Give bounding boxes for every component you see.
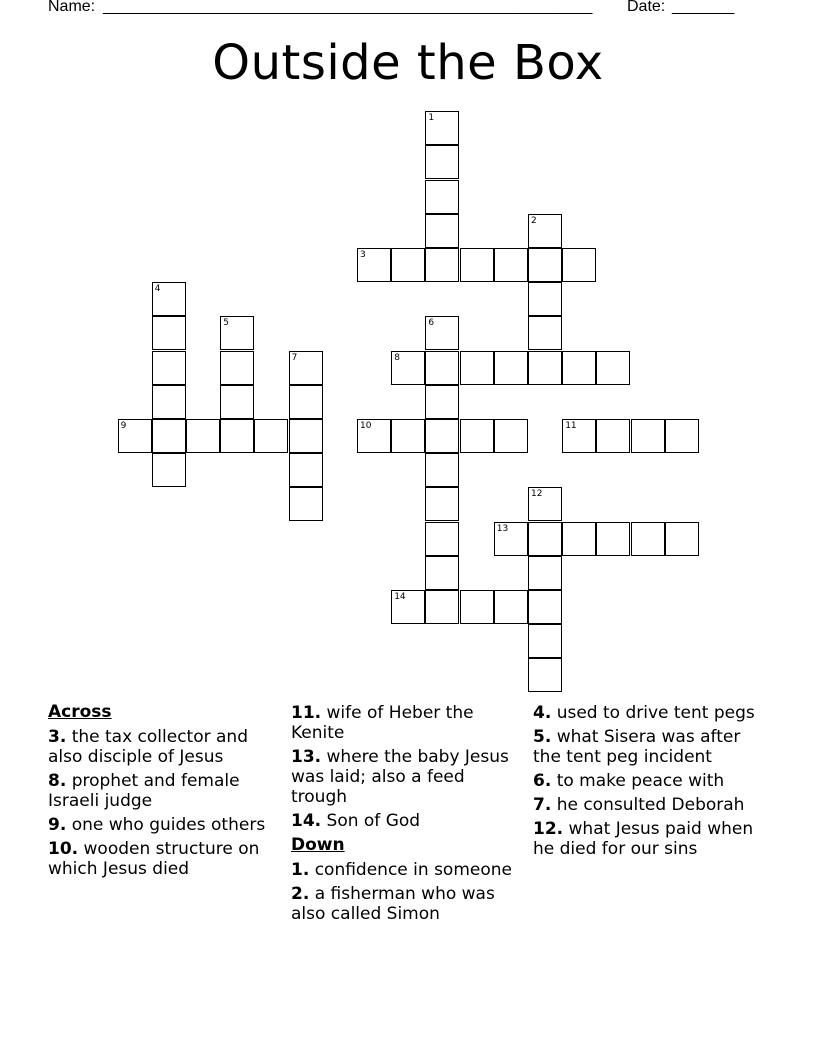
date-label: Date: <box>627 0 666 15</box>
grid-cell[interactable] <box>494 522 528 556</box>
grid-cell[interactable] <box>425 145 459 179</box>
name-label: Name: <box>48 0 96 15</box>
clue-text: Son of God <box>326 811 421 831</box>
clue-across-10 <box>48 839 283 879</box>
grid-cell[interactable] <box>289 385 323 419</box>
clue-number: 2. <box>291 884 310 904</box>
grid-cell[interactable] <box>528 556 562 590</box>
name-line[interactable]: _______________________________________________________ <box>103 0 593 15</box>
clue-number: 6. <box>533 771 552 791</box>
grid-cell[interactable] <box>460 351 494 385</box>
clue-text: one who guides others <box>71 815 266 835</box>
grid-cell[interactable] <box>425 522 459 556</box>
grid-cell[interactable] <box>528 624 562 658</box>
grid-cell[interactable] <box>425 385 459 419</box>
clue-text: to make peace with <box>556 771 725 791</box>
grid-cell[interactable] <box>665 419 699 453</box>
clue-number: 8. <box>48 771 67 791</box>
grid-cell[interactable] <box>425 180 459 214</box>
grid-cell[interactable] <box>220 385 254 419</box>
clue-number: 9. <box>48 815 67 835</box>
grid-cell[interactable] <box>562 522 596 556</box>
grid-cell[interactable] <box>289 351 323 385</box>
clue-column-3 <box>533 703 768 863</box>
grid-cell[interactable] <box>631 419 665 453</box>
clue-number: 7. <box>533 795 552 815</box>
grid-cell[interactable] <box>528 590 562 624</box>
grid-cell[interactable] <box>152 316 186 350</box>
grid-cell[interactable] <box>528 214 562 248</box>
grid-cell[interactable] <box>425 487 459 521</box>
cell-number: 8 <box>394 352 400 363</box>
grid-cell[interactable] <box>425 556 459 590</box>
grid-cell[interactable] <box>289 487 323 521</box>
header <box>48 0 748 18</box>
grid-cell[interactable] <box>391 590 425 624</box>
clue-text: he consulted Deborah <box>556 795 745 815</box>
clue-text: confidence in someone <box>314 860 512 880</box>
grid-cell[interactable] <box>494 351 528 385</box>
grid-cell[interactable] <box>460 248 494 282</box>
grid-cell[interactable] <box>460 590 494 624</box>
clue-down-12 <box>533 819 768 859</box>
grid-cell[interactable] <box>528 658 562 692</box>
cell-number: 9 <box>120 420 127 431</box>
clue-down-4 <box>533 703 768 723</box>
grid-cell[interactable] <box>425 453 459 487</box>
clue-down-2 <box>291 884 526 924</box>
date-line[interactable]: _______ <box>672 0 735 15</box>
grid-cell[interactable] <box>528 487 562 521</box>
puzzle-title: Outside the Box <box>212 35 604 91</box>
cell-number: 4 <box>154 284 161 295</box>
clue-number: 1. <box>291 860 310 880</box>
clue-text: what Jesus paid when he died for our sins <box>533 819 754 859</box>
clue-text: wife of Heber the Kenite <box>291 703 474 743</box>
grid-cell[interactable] <box>528 351 562 385</box>
grid-cell[interactable] <box>425 419 459 453</box>
grid-cell[interactable] <box>596 522 630 556</box>
clue-number: 12. <box>533 819 564 839</box>
clue-number: 5. <box>533 727 552 747</box>
clue-down-7 <box>533 795 768 815</box>
clue-number: 4. <box>533 703 552 723</box>
across-heading: Across <box>48 702 112 722</box>
clue-number: 10. <box>48 839 79 859</box>
grid-cell[interactable] <box>220 316 254 350</box>
clue-column-2 <box>291 703 526 928</box>
clue-text: what Sisera was after the tent peg incident <box>533 727 741 767</box>
grid-cell[interactable] <box>494 248 528 282</box>
grid-cell[interactable] <box>391 351 425 385</box>
cell-number: 13 <box>496 523 509 534</box>
grid-cell[interactable] <box>562 248 596 282</box>
clue-text: the tax collector and also disciple of Jesus <box>48 727 248 767</box>
down-heading: Down <box>291 835 345 855</box>
grid-cell[interactable] <box>391 419 425 453</box>
clue-number: 14. <box>291 811 322 831</box>
grid-cell[interactable] <box>528 522 562 556</box>
cell-number: 11 <box>565 420 577 431</box>
grid-cell[interactable] <box>425 111 459 145</box>
grid-cell[interactable] <box>460 419 494 453</box>
grid-cell[interactable] <box>425 214 459 248</box>
grid-cell[interactable] <box>425 351 459 385</box>
grid-cell[interactable] <box>562 419 596 453</box>
grid-cell[interactable] <box>152 351 186 385</box>
clue-across-13 <box>291 747 526 807</box>
cell-number: 2 <box>531 215 537 226</box>
clue-across-11 <box>291 703 526 743</box>
clue-column-1 <box>48 702 283 883</box>
cell-number: 10 <box>360 420 372 431</box>
grid-cell[interactable] <box>186 419 220 453</box>
grid-cell[interactable] <box>391 248 425 282</box>
clue-number: 13. <box>291 747 322 767</box>
grid-cell[interactable] <box>425 316 459 350</box>
grid-cell[interactable] <box>152 385 186 419</box>
cell-number: 14 <box>394 591 406 602</box>
grid-cell[interactable] <box>562 351 596 385</box>
clue-number: 11. <box>291 703 322 723</box>
grid-cell[interactable] <box>528 248 562 282</box>
grid-cell[interactable] <box>220 351 254 385</box>
grid-cell[interactable] <box>289 453 323 487</box>
grid-cell[interactable] <box>425 590 459 624</box>
grid-cell[interactable] <box>357 419 391 453</box>
clue-down-6 <box>533 771 768 791</box>
cell-number: 1 <box>428 113 435 124</box>
clue-down-5 <box>533 727 768 767</box>
grid-cell[interactable] <box>528 316 562 350</box>
cell-number: 7 <box>291 352 298 363</box>
grid-cell[interactable] <box>118 419 152 453</box>
grid-cell[interactable] <box>596 419 630 453</box>
grid-cell[interactable] <box>631 522 665 556</box>
clue-text: where the baby Jesus was laid; also a feed trough <box>291 747 509 807</box>
clue-text: prophet and female Israeli judge <box>48 771 240 811</box>
clue-across-8 <box>48 771 283 811</box>
cell-number: 3 <box>360 249 366 260</box>
clue-number: 3. <box>48 727 67 747</box>
grid-cell[interactable] <box>152 282 186 316</box>
clue-text: used to drive tent pegs <box>556 703 755 723</box>
grid-cell[interactable] <box>357 248 391 282</box>
grid-cell[interactable] <box>665 522 699 556</box>
cell-number: 5 <box>223 318 229 329</box>
grid-cell[interactable] <box>425 248 459 282</box>
grid-cell[interactable] <box>494 419 528 453</box>
clue-down-1 <box>291 860 526 880</box>
clue-across-3 <box>48 727 283 767</box>
grid-cell[interactable] <box>152 453 186 487</box>
cell-number: 6 <box>428 318 435 329</box>
cell-number: 12 <box>531 489 543 500</box>
grid-cell[interactable] <box>596 351 630 385</box>
grid-cell[interactable] <box>289 419 323 453</box>
grid-cell[interactable] <box>254 419 288 453</box>
clue-text: a fisherman who was also called Simon <box>291 884 495 924</box>
clue-across-9 <box>48 815 283 835</box>
grid-cell[interactable] <box>152 419 186 453</box>
clue-across-14 <box>291 811 526 831</box>
grid-cell[interactable] <box>528 282 562 316</box>
clue-text: wooden structure on which Jesus died <box>48 839 260 879</box>
grid-cell[interactable] <box>220 419 254 453</box>
grid-cell[interactable] <box>494 590 528 624</box>
